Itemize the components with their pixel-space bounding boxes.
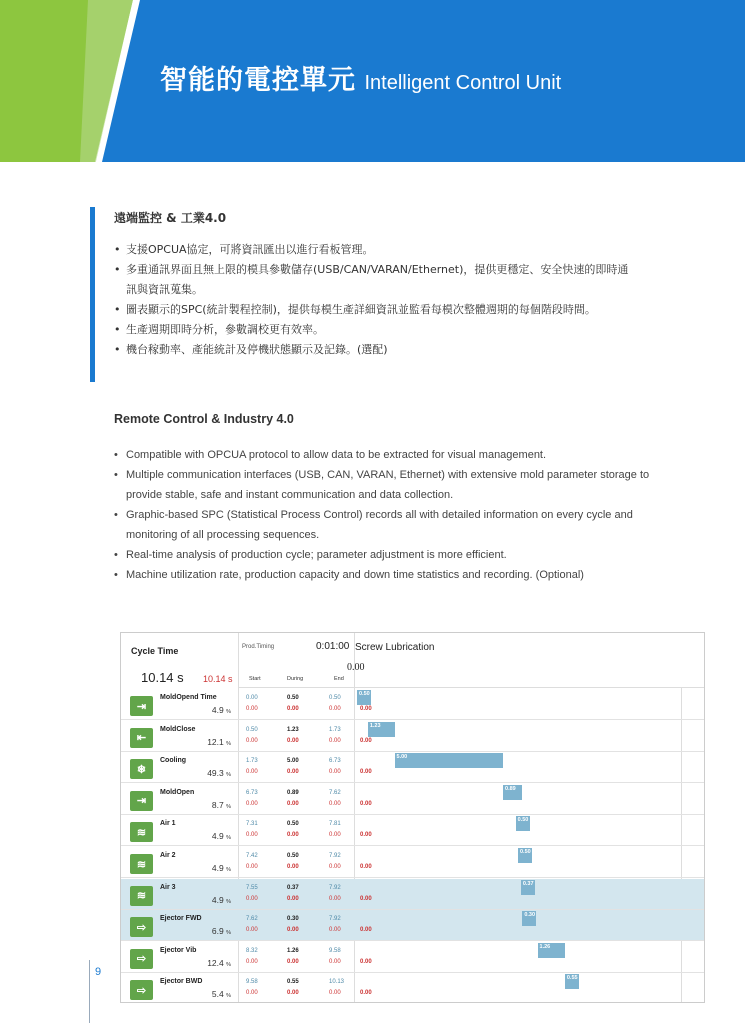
timeline-bar: 0.30 [522,911,536,926]
start-value: 7.42 [246,853,258,859]
start-value-ref: 0.00 [246,737,258,744]
prod-timing-screenshot [120,632,705,1003]
start-value-ref: 0.00 [246,769,258,776]
cycle-time-value-ref: 10.14 s [203,674,233,684]
snowflake-icon: ❄ [130,759,153,779]
header-divider [239,687,705,688]
end-value: 7.62 [329,789,341,796]
during-value: 0.50 [287,853,299,859]
timeline-zero-marker: 0.00 [360,927,372,934]
during-value: 0.30 [287,916,299,923]
timeline-bar: 0.37 [521,880,535,895]
row-percentage [161,768,231,778]
end-value: 7.92 [329,853,341,859]
table-row [121,973,705,1003]
during-value-ref: 0.00 [287,800,299,807]
feature-list-en [114,445,654,585]
cycle-time-value: 10.14 s [141,670,184,685]
during-value: 0.50 [287,821,299,828]
section-title-en: Remote Control & Industry 4.0 [114,412,294,426]
column-header-start: Start [249,676,261,682]
row-percentage-value: 12.4 [207,957,224,968]
row-label: Cooling [160,757,187,765]
timeline-zero-marker: 0.00 [360,800,372,807]
start-value-ref: 0.00 [246,832,258,839]
list-item: • 圖表顯示的SPC(統計製程控制)，提供每模生產詳細資訊並監看每模次整體週期的每個階段時間。 [114,300,634,320]
cycle-time-label: Cycle Time [131,646,179,656]
mold-open-icon: ⇥ [130,696,153,716]
during-value-ref: 0.00 [287,737,299,744]
end-value-ref: 0.00 [329,990,341,997]
list-item: • Real-time analysis of production cycle; parameter adjustment is more efficient. [114,545,654,565]
start-value: 9.58 [246,979,258,986]
end-value: 6.73 [329,758,341,765]
row-percentage-value: 4.9 [211,831,224,842]
row-percentage-unit: % [226,930,231,937]
ejector-icon: ⇨ [130,949,153,969]
start-value: 7.55 [246,884,258,891]
end-value-ref: 0.00 [329,737,341,744]
start-value: 7.31 [246,821,258,828]
timeline-zero-marker: 0.00 [360,958,372,965]
row-percentage-value: 4.9 [211,705,224,715]
timeline-bar: 5.00 [395,753,504,768]
start-value: 0.00 [246,695,258,701]
timeline-bar: 0.89 [503,785,522,800]
during-value-ref: 0.00 [287,927,299,934]
table-row [121,847,705,878]
end-value: 7.92 [329,916,341,923]
end-value-ref: 0.00 [329,864,341,870]
screen-title: Screw Lubrication [355,642,435,653]
page-number: 9 [95,966,102,978]
list-item: • 生產週期即時分析，參數調校更有效率。 [114,320,634,340]
ejector-icon: ⇨ [130,980,153,1000]
end-value: 10.13 [329,979,345,986]
row-percentage-value: 4.9 [211,863,224,873]
row-percentage-unit: % [226,835,231,842]
row-percentage [161,989,231,999]
row-percentage-value: 6.9 [211,926,224,937]
end-value-ref: 0.00 [329,958,341,965]
during-value: 1.26 [287,947,299,954]
end-value-ref: 0.00 [329,769,341,776]
table-row [121,752,705,783]
row-percentage-unit: % [226,803,231,810]
timeline-zero-marker: 0.00 [360,769,372,776]
page-title-cn: 智能的電控單元 [160,65,356,96]
during-value: 0.89 [287,789,299,796]
row-percentage-value: 8.7 [211,799,224,810]
during-value: 0.55 [287,979,299,986]
during-value-ref: 0.00 [287,864,299,870]
row-percentage [161,800,231,810]
list-item: • Multiple communication interfaces (USB, CAN, VARAN, Ethernet) with extensive mold parameter storage to provide stable, safe and instant communication and data collection. [114,465,654,505]
air-icon: ≋ [130,822,153,842]
end-value-ref: 0.00 [329,832,341,839]
list-item: • Machine utilization rate, production capacity and down time statistics and recording. (Optional) [114,565,654,585]
row-percentage-value: 4.9 [211,894,224,905]
mold-open-icon: ⇥ [130,791,153,811]
page-title [160,58,561,97]
timeline-bar: 0.50 [518,848,532,863]
table-row [121,784,705,815]
during-value-ref: 0.00 [287,832,299,839]
start-value: 8.32 [246,947,258,954]
page-number-rule [89,960,90,1023]
section-title-cn: 遠端監控 & 工業4.0 [114,211,227,225]
clock-readout: 0:01:00 [316,641,350,652]
end-value: 7.92 [329,884,341,891]
during-value-ref: 0.00 [287,769,299,776]
start-value-ref: 0.00 [246,927,258,934]
row-percentage [161,705,231,715]
ejector-icon: ⇨ [130,917,153,937]
timeline-zero-marker: 0.00 [360,895,372,902]
list-item: • Compatible with OPCUA protocol to allow data to be extracted for visual management. [114,445,654,465]
during-value-ref: 0.00 [287,958,299,965]
end-value-ref: 0.00 [329,800,341,807]
row-label: MoldOpen [160,788,195,796]
header-banner [0,0,745,162]
start-value-ref: 0.00 [246,958,258,965]
timeline-zero-marker: 0.00 [360,864,372,870]
during-value: 0.37 [287,884,299,891]
timeline-bar: 1.26 [538,943,565,958]
row-percentage-unit: % [226,867,231,873]
page-title-en: Intelligent Control Unit [364,72,562,94]
row-label: MoldClose [160,725,196,733]
timeline-zero-marker: 0.00 [360,706,372,712]
row-percentage-unit: % [226,961,231,968]
timeline-bar: 0.50 [516,816,530,831]
timeline-zero-marker: 0.00 [360,990,372,997]
row-label: Ejector BWD [160,978,203,986]
row-percentage-value: 12.1 [207,736,224,747]
table-row [121,910,705,941]
end-value: 1.73 [329,726,341,733]
row-percentage-unit: % [226,898,231,905]
row-percentage-value: 49.3 [207,768,224,779]
start-value: 0.50 [246,726,258,733]
during-value: 5.00 [287,758,299,765]
row-label: Air 3 [160,883,176,891]
row-label: Air 1 [160,820,176,828]
timeline-origin-label: 0.00 [347,662,365,673]
table-row [121,879,705,910]
table-row [121,689,705,720]
start-value: 7.62 [246,916,258,923]
list-item: • 多重通訊界面且無上限的模具參數儲存(USB/CAN/VARAN/Ethernet)，提供更穩定、安全快速的即時通訊與資訊蒐集。 [114,260,634,300]
table-row [121,942,705,973]
prod-timing-label: Prod.Timing [242,644,275,650]
start-value-ref: 0.00 [246,990,258,997]
during-value: 1.23 [287,726,299,733]
during-value-ref: 0.00 [287,990,299,997]
timeline-bar: 0.50 [357,690,371,705]
row-percentage [161,958,231,968]
row-percentage-unit: % [226,993,231,1000]
row-percentage [161,926,231,936]
end-value-ref: 0.00 [329,927,341,934]
row-label: Ejector Vib [160,946,197,954]
list-item: • 機台稼動率、產能統計及停機狀態顯示及記錄。(選配) [114,340,634,360]
row-percentage [161,737,231,747]
during-value: 0.50 [287,695,299,701]
start-value-ref: 0.00 [246,864,258,870]
air-icon: ≋ [130,886,153,906]
row-percentage-value: 5.4 [211,989,224,1000]
end-value: 9.58 [329,947,341,954]
row-label: MoldOpend Time [160,694,217,701]
end-value-ref: 0.00 [329,706,341,712]
row-percentage [161,831,231,841]
timeline-zero-marker: 0.00 [360,832,372,839]
feature-list-cn [114,240,634,360]
start-value-ref: 0.00 [246,895,258,902]
row-percentage-unit: % [226,709,231,715]
timeline-bar: 1.23 [368,722,395,737]
start-value-ref: 0.00 [246,706,258,712]
air-icon: ≋ [130,854,153,874]
list-item: • Graphic-based SPC (Statistical Process Control) records all with detailed information on every cycle and monitoring of all processing sequences. [114,505,654,545]
column-header-end: End [334,676,344,682]
start-value-ref: 0.00 [246,800,258,807]
row-label: Air 2 [160,852,176,859]
end-value-ref: 0.00 [329,895,341,902]
table-row [121,815,705,846]
section-accent-bar [90,207,95,382]
row-percentage [161,863,231,873]
start-value: 6.73 [246,789,258,796]
timeline-zero-marker: 0.00 [360,737,372,744]
end-value: 0.50 [329,695,341,701]
row-percentage-unit: % [226,740,231,747]
timeline-bar: 0.55 [565,974,579,989]
list-item: • 支援OPCUA協定，可將資訊匯出以進行看板管理。 [114,240,634,260]
mold-close-icon: ⇤ [130,728,153,748]
during-value-ref: 0.00 [287,706,299,712]
row-percentage [161,895,231,905]
start-value: 1.73 [246,758,258,765]
column-header-during: During [287,676,304,682]
during-value-ref: 0.00 [287,895,299,902]
row-percentage-unit: % [226,772,231,779]
end-value: 7.81 [329,821,341,828]
table-row [121,721,705,752]
row-label: Ejector FWD [160,915,202,923]
